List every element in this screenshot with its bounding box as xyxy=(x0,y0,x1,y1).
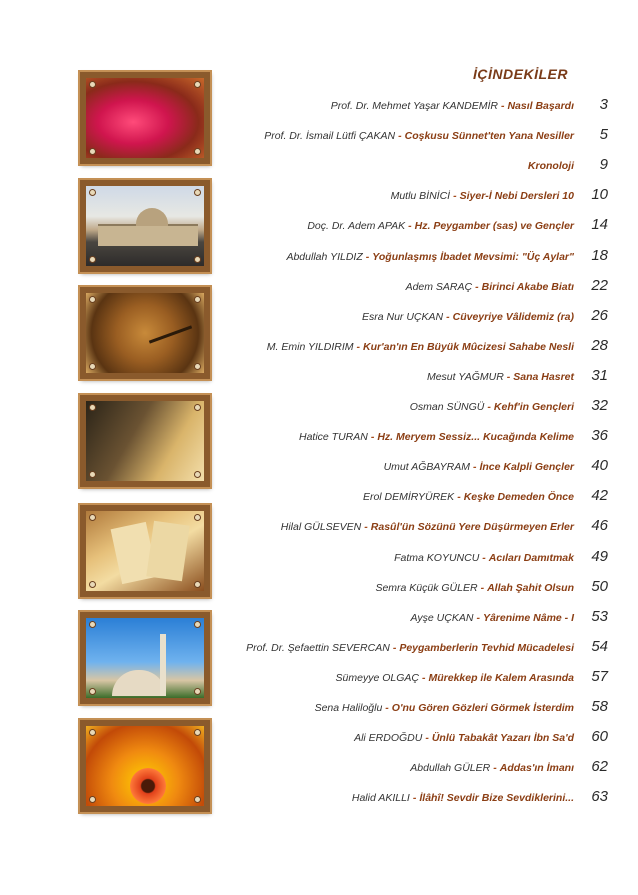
toc-separator: - xyxy=(421,671,426,684)
toc-page-number: 62 xyxy=(591,758,608,776)
toc-subject: Hz. Peygamber (sas) ve Gençler xyxy=(414,220,574,233)
toc-entry[interactable] xyxy=(286,251,574,263)
toc-separator: - xyxy=(493,762,497,775)
minaret-shape xyxy=(160,634,166,696)
toc-page-number: 60 xyxy=(591,728,608,746)
toc-subject: O'nu Gören Gözleri Görmek İsterdim xyxy=(391,702,574,714)
dome-shape xyxy=(136,208,168,226)
toc-separator: - xyxy=(364,521,368,534)
toc-entry[interactable] xyxy=(363,491,574,503)
toc-separator: - xyxy=(385,702,389,714)
toc-subject: Acıları Damıtmak xyxy=(488,551,574,564)
book-page-shape xyxy=(146,521,189,581)
pin-icon xyxy=(89,296,96,303)
pin-icon xyxy=(194,729,201,736)
toc-page-number: 22 xyxy=(591,276,608,294)
pin-icon xyxy=(194,256,201,263)
toc-separator: - xyxy=(365,250,370,263)
toc-page-number: 10 xyxy=(591,186,608,204)
toc-separator: - xyxy=(500,100,505,112)
building-shape xyxy=(98,224,198,246)
pin-icon xyxy=(89,796,96,803)
pin-icon xyxy=(194,796,201,803)
toc-page-number: 42 xyxy=(591,487,608,505)
toc-page-number: 58 xyxy=(591,698,608,715)
toc-subject: İlâhî! Sevdir Bize Sevdiklerini... xyxy=(419,792,574,805)
toc-page-number: 18 xyxy=(591,246,608,264)
pin-icon xyxy=(89,514,96,521)
toc-page-number: 57 xyxy=(591,667,608,685)
toc-entry[interactable] xyxy=(375,582,574,594)
toc-author: Fatma KOYUNCU xyxy=(394,551,480,564)
pin-icon xyxy=(89,363,96,370)
toc-separator: - xyxy=(408,220,412,233)
toc-page-number: 3 xyxy=(599,96,608,113)
toc-separator: - xyxy=(425,732,429,745)
toc-page-number: 63 xyxy=(591,788,608,806)
pin-icon xyxy=(194,514,201,521)
toc-separator: - xyxy=(482,551,486,564)
clock-hand-shape xyxy=(149,325,192,343)
toc-entry[interactable] xyxy=(267,341,574,353)
toc-author: Mutlu BİNİCİ xyxy=(390,190,451,203)
mosque-crowd-photo xyxy=(80,180,210,272)
praying-hands-photo xyxy=(80,395,210,487)
toc-entry[interactable] xyxy=(281,521,574,533)
toc-separator: - xyxy=(506,370,511,383)
toc-entry[interactable] xyxy=(352,792,574,804)
toc-subject: Yoğunlaşmış İbadet Mevsimi: "Üç Aylar" xyxy=(372,250,574,263)
toc-page-number: 32 xyxy=(591,397,608,414)
toc-entry[interactable] xyxy=(406,281,574,293)
page-title: İÇİNDEKİLER xyxy=(473,66,568,82)
toc-subject: Peygamberlerin Tevhid Mücadelesi xyxy=(399,641,574,654)
toc-separator: - xyxy=(475,280,479,293)
toc-entry[interactable] xyxy=(528,160,574,172)
flower-shape xyxy=(130,768,166,804)
toc-author: Doç. Dr. Adem APAK xyxy=(307,220,406,233)
toc-page-number: 26 xyxy=(591,306,608,324)
toc-entry[interactable] xyxy=(336,672,574,684)
toc-subject: Allah Şahit Olsun xyxy=(487,581,574,594)
toc-page-number: 36 xyxy=(591,427,608,445)
toc-subject: Cüveyriye Vâlidemiz (ra) xyxy=(452,310,574,323)
toc-author: Prof. Dr. İsmail Lütfi ÇAKAN xyxy=(264,130,396,143)
pin-icon xyxy=(194,81,201,88)
mosque-dome-photo xyxy=(80,612,210,704)
toc-subject: Mürekkep ile Kalem Arasında xyxy=(428,671,574,684)
toc-author: Umut AĞBAYRAM xyxy=(383,461,470,474)
toc-entry[interactable] xyxy=(315,702,574,714)
flower-field-photo xyxy=(80,720,210,812)
toc-subject: Hz. Meryem Sessiz... Kucağında Kelime xyxy=(377,431,574,444)
toc-author: Osman SÜNGÜ xyxy=(409,401,485,413)
toc-subject: Sana Hasret xyxy=(513,370,574,383)
toc-page-number: 9 xyxy=(599,156,608,174)
clock-photo xyxy=(80,287,210,379)
toc-author: Adem SARAÇ xyxy=(405,280,473,293)
toc-subject: Kronoloji xyxy=(527,160,574,173)
toc-entry[interactable] xyxy=(410,401,574,413)
toc-entry[interactable] xyxy=(299,431,574,443)
toc-entry[interactable] xyxy=(362,311,574,323)
pin-icon xyxy=(194,148,201,155)
toc-entry[interactable] xyxy=(246,642,574,654)
pin-icon xyxy=(89,404,96,411)
pin-icon xyxy=(89,148,96,155)
toc-separator: - xyxy=(412,792,417,805)
toc-entry[interactable] xyxy=(307,220,574,232)
pin-icon xyxy=(89,189,96,196)
toc-page-number: 28 xyxy=(591,336,608,354)
toc-author: Prof. Dr. Şefaettin SEVERCAN xyxy=(246,641,390,654)
toc-author: Sümeyye OLGAÇ xyxy=(335,671,419,684)
toc-separator: - xyxy=(476,611,480,624)
toc-separator: - xyxy=(453,190,457,203)
toc-author: Ali ERDOĞDU xyxy=(354,732,423,745)
toc-subject: Kehf'in Gençleri xyxy=(493,401,574,413)
pin-icon xyxy=(194,688,201,695)
toc-subject: Ünlü Tabakât Yazarı İbn Sa'd xyxy=(431,732,574,745)
toc-author: Sena Haliloğlu xyxy=(314,702,383,714)
toc-author: M. Emin YILDIRIM xyxy=(266,340,354,353)
toc-entry[interactable] xyxy=(331,100,574,112)
toc-separator: - xyxy=(457,491,461,504)
toc-separator: - xyxy=(356,340,361,353)
dome-shape xyxy=(112,670,166,696)
toc-page-number: 50 xyxy=(591,577,608,595)
pin-icon xyxy=(89,729,96,736)
pin-icon xyxy=(194,189,201,196)
pin-icon xyxy=(89,81,96,88)
toc-separator: - xyxy=(487,401,491,413)
toc-separator: - xyxy=(472,461,477,474)
toc-author: Hilal GÜLSEVEN xyxy=(280,521,362,534)
pin-icon xyxy=(194,363,201,370)
toc-author: Semra Küçük GÜLER xyxy=(375,581,478,594)
pin-icon xyxy=(89,621,96,628)
toc-subject: Keşke Demeden Önce xyxy=(463,491,574,504)
rose-photo xyxy=(80,72,210,164)
toc-entry[interactable] xyxy=(384,461,574,473)
toc-page-number: 53 xyxy=(591,607,608,625)
toc-author: Prof. Dr. Mehmet Yaşar KANDEMİR xyxy=(330,100,498,112)
pin-icon xyxy=(89,471,96,478)
toc-page-number: 46 xyxy=(591,517,608,535)
toc-subject: Rasûl'ün Sözünü Yere Düşürmeyen Erler xyxy=(370,521,574,534)
pin-icon xyxy=(194,621,201,628)
toc-author: Mesut YAĞMUR xyxy=(426,370,504,383)
pin-icon xyxy=(194,296,201,303)
toc-entry[interactable] xyxy=(410,762,574,774)
toc-subject: Yârenime Nâme - I xyxy=(482,611,574,624)
toc-entry[interactable] xyxy=(394,552,574,564)
toc-separator: - xyxy=(392,641,397,654)
toc-author: Erol DEMİRYÜREK xyxy=(362,491,455,504)
toc-subject: Kur'an'ın En Büyük Mûcizesi Sahabe Nesli xyxy=(363,340,574,353)
toc-subject: Birinci Akabe Biatı xyxy=(481,280,574,293)
toc-separator: - xyxy=(398,130,402,143)
pin-icon xyxy=(89,256,96,263)
toc-entry[interactable] xyxy=(411,612,574,624)
toc-page-number: 5 xyxy=(599,126,608,144)
toc-page-number: 54 xyxy=(591,637,608,655)
toc-author: Esra Nur UÇKAN xyxy=(362,310,444,323)
toc-author: Ayşe UÇKAN xyxy=(410,611,474,624)
toc-author: Abdullah YILDIZ xyxy=(286,250,363,263)
toc-author: Hatice TURAN xyxy=(298,431,368,444)
toc-separator: - xyxy=(370,431,375,444)
toc-separator: - xyxy=(480,581,485,594)
toc-subject: Nasıl Başardı xyxy=(507,100,574,112)
pin-icon xyxy=(89,581,96,588)
toc-author: Abdullah GÜLER xyxy=(410,762,491,775)
open-book-photo xyxy=(80,505,210,597)
toc-subject: Addas'ın İmanı xyxy=(499,762,574,775)
toc-author: Halid AKILLI xyxy=(351,792,410,805)
pin-icon xyxy=(89,688,96,695)
toc-page-number: 31 xyxy=(591,366,608,384)
toc-subject: Coşkusu Sünnet'ten Yana Nesiller xyxy=(404,130,574,143)
toc-page-number: 14 xyxy=(591,216,608,234)
toc-entry[interactable] xyxy=(264,130,574,142)
pin-icon xyxy=(194,581,201,588)
toc-subject: İnce Kalpli Gençler xyxy=(479,461,574,474)
toc-entry[interactable] xyxy=(427,371,574,383)
toc-page-number: 40 xyxy=(591,457,608,475)
toc-entry[interactable] xyxy=(391,190,574,202)
toc-subject: Siyer-İ Nebi Dersleri 10 xyxy=(459,190,574,203)
toc-entry[interactable] xyxy=(354,732,574,744)
toc-page-number: 49 xyxy=(591,547,608,565)
pin-icon xyxy=(194,471,201,478)
toc-separator: - xyxy=(446,310,450,323)
pin-icon xyxy=(194,404,201,411)
